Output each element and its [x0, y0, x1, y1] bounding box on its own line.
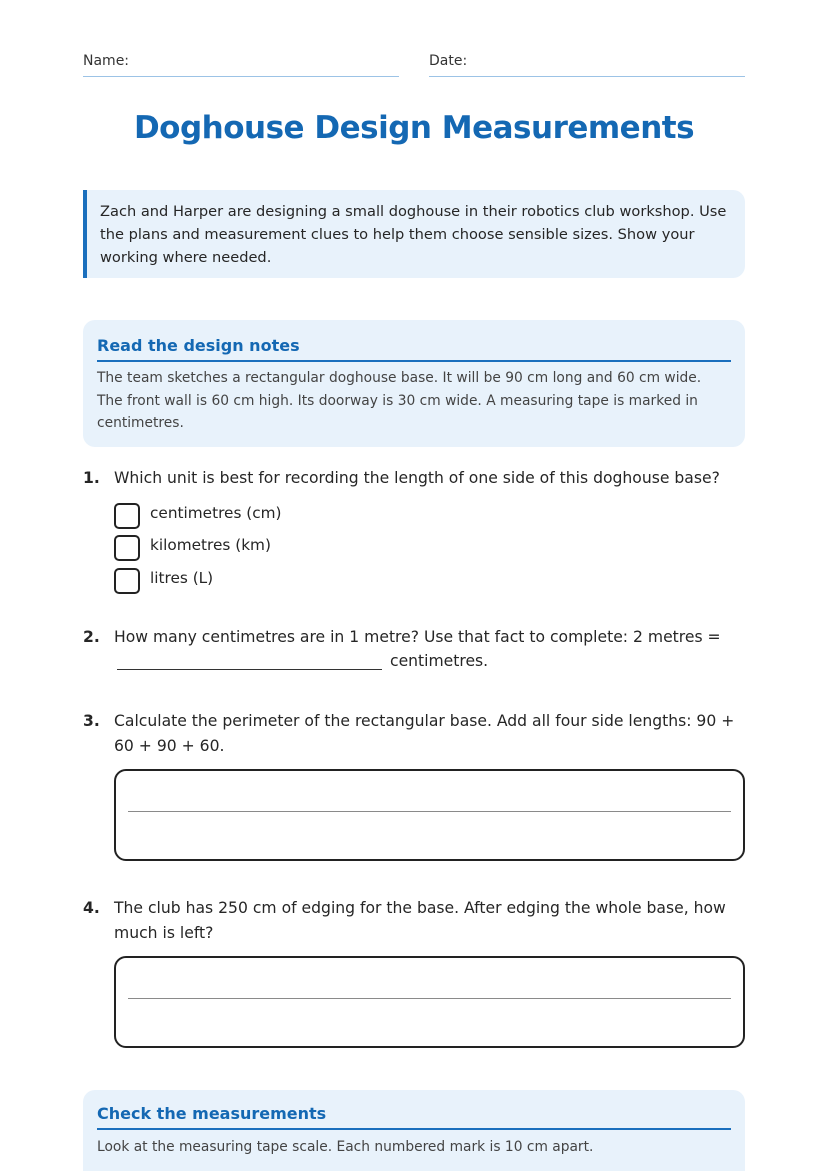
option-label: centimetres (cm)	[150, 504, 282, 522]
checkbox[interactable]	[114, 503, 140, 529]
answer-box-3[interactable]	[114, 769, 745, 861]
checkbox[interactable]	[114, 535, 140, 561]
name-field[interactable]	[83, 52, 399, 77]
question-text: How many centimetres are in 1 metre? Use that fact to complete: 2 metres =	[114, 628, 721, 646]
design-notes-body: The team sketches a rectangular doghouse base. It will be 90 cm long and 60 cm wide. The front wall is 60 cm high. Its doorway is 30 cm wide. A measuring tape is marked in centimetres.	[97, 370, 702, 431]
student-info-row	[83, 52, 745, 78]
question-4	[83, 896, 745, 946]
question-number: 1.	[83, 469, 100, 487]
checkbox[interactable]	[114, 568, 140, 594]
worksheet-title: Doghouse Design Measurements	[133, 110, 695, 146]
question-number: 4.	[83, 899, 100, 917]
answer-line	[128, 998, 731, 999]
answer-box-4[interactable]	[114, 956, 745, 1048]
check-measurements-body: Look at the measuring tape scale. Each numbered mark is 10 cm apart.	[97, 1139, 594, 1155]
check-measurements-panel	[83, 1090, 745, 1171]
question-text: Calculate the perimeter of the rectangular base. Add all four side lengths: 90 + 60 + 90 + 60.	[114, 712, 735, 755]
question-1	[83, 466, 745, 492]
name-label: Name:	[83, 53, 130, 69]
question-suffix: centimetres.	[390, 652, 489, 670]
check-measurements-heading: Check the measurements	[97, 1104, 731, 1130]
intro-callout: Zach and Harper are designing a small doghouse in their robotics club workshop. Use the plans and measurement clues to help them choose sensible sizes. Show your working where needed.	[83, 190, 745, 278]
question-text: The club has 250 cm of edging for the base. After edging the whole base, how much is left?	[114, 899, 726, 942]
fill-in-blank[interactable]	[117, 669, 382, 670]
question-number: 3.	[83, 712, 100, 730]
question-2	[83, 625, 745, 675]
question-number: 2.	[83, 628, 100, 646]
option-label: litres (L)	[150, 569, 214, 587]
design-notes-heading: Read the design notes	[97, 336, 731, 362]
design-notes-panel	[83, 320, 745, 447]
date-label: Date:	[429, 53, 468, 69]
date-field[interactable]	[429, 52, 745, 77]
answer-line	[128, 811, 731, 812]
question-3	[83, 709, 745, 759]
question-text: Which unit is best for recording the length of one side of this doghouse base?	[114, 469, 720, 487]
option-label: kilometres (km)	[150, 536, 271, 554]
